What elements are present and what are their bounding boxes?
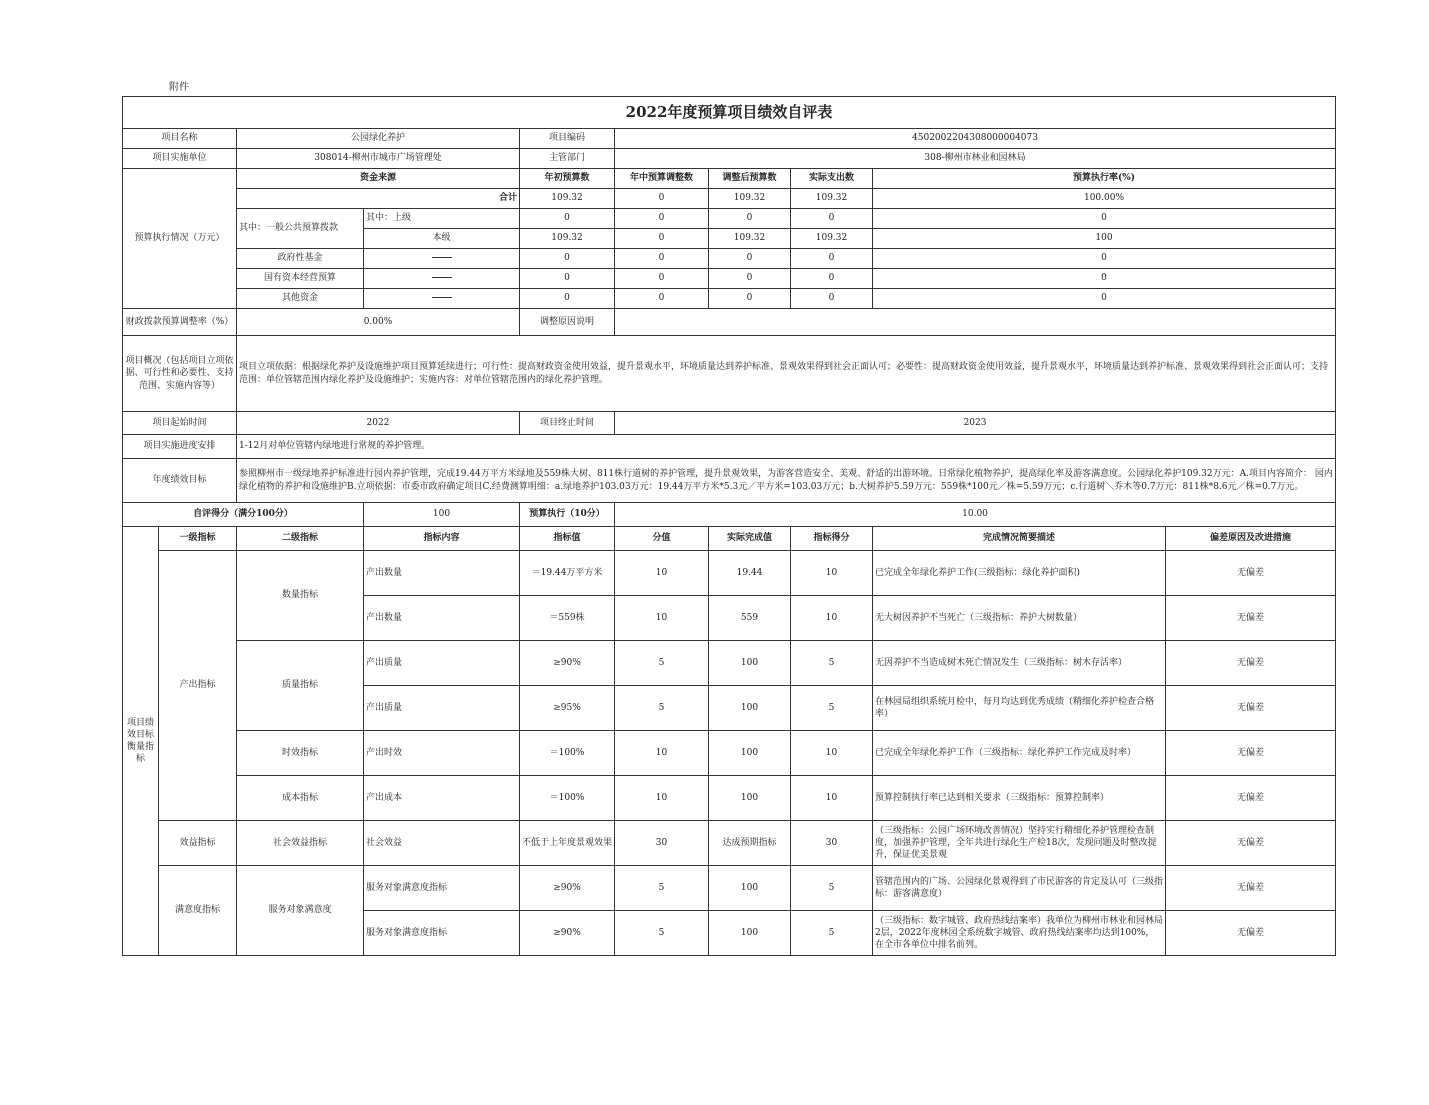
col-header-target: 指标值 — [520, 527, 615, 551]
level1-satisfaction: 满意度指标 — [159, 866, 237, 956]
level2-quantity: 数量指标 — [237, 551, 364, 641]
state-capital-mid: 0 — [615, 269, 709, 289]
indicator-actual: 100 — [709, 731, 791, 776]
other-fund-label: 其他资金 — [237, 289, 364, 309]
gov-fund-initial: 0 — [520, 249, 615, 269]
col-header-score: 指标得分 — [791, 527, 873, 551]
other-fund-rate: 0 — [873, 289, 1336, 309]
indicator-weight: 10 — [615, 596, 709, 641]
indicator-desc: 已完成全年绿化养护工作（三级指标：绿化养护工作完成及时率） — [873, 731, 1166, 776]
indicator-target: ＝100% — [520, 776, 615, 821]
goal-text: 参照柳州市一级绿地养护标准进行园内养护管理，完成19.44万平方米绿地及559株大树、811株行道树的养护管理，提升景观效果，为游客营造安全、美观、舒适的出游环境。日常绿化植物养护，提高绿化率及游客满意度。公园绿化养护109.32万元：A.项目内容简介： 园内绿化植物的养护和设施维护B.立项依据：市委市政府确定项目C.经费测算明细：a.绿地养护103.03万元：19.44万平方米*5.3元／平方米=103.03万元；b.大树养护5.59万元：559株*100元／株=5.59万元；c.行道树＼乔木等0.7万元：811株*8.6元／株=0.7万元。 — [237, 459, 1336, 503]
upper-initial: 0 — [520, 209, 615, 229]
indicator-score: 10 — [791, 551, 873, 596]
upper-mid: 0 — [615, 209, 709, 229]
self-score: 100 — [364, 503, 520, 527]
state-capital-rate: 0 — [873, 269, 1336, 289]
indicator-content: 社会效益 — [364, 821, 520, 866]
local-initial: 109.32 — [520, 229, 615, 249]
indicator-content: 服务对象满意度指标 — [364, 866, 520, 911]
indicator-target: ＝100% — [520, 731, 615, 776]
project-name-label: 项目名称 — [123, 129, 237, 149]
state-capital-initial: 0 — [520, 269, 615, 289]
col-header-desc: 完成情况简要描述 — [873, 527, 1166, 551]
indicator-weight: 5 — [615, 911, 709, 956]
header-initial: 年初预算数 — [520, 169, 615, 189]
overview-label: 项目概况（包括项目立项依据、可行性和必要性、支持范围、实施内容等） — [123, 336, 237, 412]
level2-timeliness: 时效指标 — [237, 731, 364, 776]
indicator-actual: 100 — [709, 866, 791, 911]
self-score-label: 自评得分（满分100分） — [123, 503, 364, 527]
budget-exec-label: 预算执行（10分） — [520, 503, 615, 527]
indicator-deviation: 无偏差 — [1166, 551, 1336, 596]
dash-mark — [364, 249, 520, 269]
indicator-desc: 已完成全年绿化养护工作(三级指标：绿化养护面积) — [873, 551, 1166, 596]
goal-label: 年度绩效目标 — [123, 459, 237, 503]
indicator-desc: （三级指标：公园广场环境改善情况）坚持实行精细化养护管理检查制度，加强养护管理，全年共进行绿化生产检18次，发现问题及时整改提升，保证优美景观 — [873, 821, 1166, 866]
indicator-target: ≥90% — [520, 641, 615, 686]
indicator-actual: 100 — [709, 911, 791, 956]
total-adjusted: 109.32 — [709, 189, 791, 209]
impl-unit: 308014-柳州市城市广场管理处 — [237, 149, 520, 169]
level2-quality: 质量指标 — [237, 641, 364, 731]
indicator-content: 服务对象满意度指标 — [364, 911, 520, 956]
col-header-content: 指标内容 — [364, 527, 520, 551]
local-mid: 0 — [615, 229, 709, 249]
indicator-actual: 100 — [709, 776, 791, 821]
level2-cost: 成本指标 — [237, 776, 364, 821]
start-label: 项目起始时间 — [123, 412, 237, 435]
adjust-reason-label: 调整原因说明 — [520, 309, 615, 336]
indicator-desc: 在林园局组织系统月检中，每月均达到优秀成绩（精细化养护检查合格率） — [873, 686, 1166, 731]
dept: 308-柳州市林业和园林局 — [615, 149, 1336, 169]
state-capital-label: 国有资本经营预算 — [237, 269, 364, 289]
indicator-target: ≥90% — [520, 866, 615, 911]
indicator-score: 30 — [791, 821, 873, 866]
end-label: 项目终止时间 — [520, 412, 615, 435]
other-fund-mid: 0 — [615, 289, 709, 309]
annex-label: 附件 — [169, 82, 189, 93]
indicator-target: ＝19.44万平方米 — [520, 551, 615, 596]
indicator-target: 不低于上年度景观效果 — [520, 821, 615, 866]
budget-exec-score: 10.00 — [615, 503, 1336, 527]
indicator-deviation: 无偏差 — [1166, 641, 1336, 686]
col-header-level2: 二级指标 — [237, 527, 364, 551]
adjust-reason — [615, 309, 1336, 336]
total-rate: 100.00% — [873, 189, 1336, 209]
indicator-deviation: 无偏差 — [1166, 596, 1336, 641]
level2-service: 服务对象满意度 — [237, 866, 364, 956]
indicator-weight: 5 — [615, 866, 709, 911]
header-rate: 预算执行率(%) — [873, 169, 1336, 189]
indicator-score: 10 — [791, 776, 873, 821]
indicator-content: 产出数量 — [364, 551, 520, 596]
indicator-actual: 100 — [709, 641, 791, 686]
indicator-desc: （三级指标：数字城管、政府热线结案率）我单位为柳州市林业和园林局2层，2022年度林园全系统数字城管、政府热线结案率均达到100%，在全市各单位中排名前列。 — [873, 911, 1166, 956]
indicator-actual: 100 — [709, 686, 791, 731]
indicator-actual: 559 — [709, 596, 791, 641]
indicator-score: 5 — [791, 686, 873, 731]
schedule-label: 项目实施进度安排 — [123, 435, 237, 459]
schedule-text: 1-12月对单位管辖内绿地进行常规的养护管理。 — [237, 435, 1336, 459]
indicator-content: 产出时效 — [364, 731, 520, 776]
indicator-deviation: 无偏差 — [1166, 686, 1336, 731]
level2-social: 社会效益指标 — [237, 821, 364, 866]
end-year: 2023 — [615, 412, 1336, 435]
gov-fund-label: 政府性基金 — [237, 249, 364, 269]
indicator-score: 5 — [791, 911, 873, 956]
col-header-deviation: 偏差原因及改进措施 — [1166, 527, 1336, 551]
other-fund-actual: 0 — [791, 289, 873, 309]
indicator-deviation: 无偏差 — [1166, 866, 1336, 911]
indicator-side-label: 项目绩效目标衡量指标 — [123, 527, 159, 956]
page-title: 2022年度预算项目绩效自评表 — [123, 97, 1336, 129]
adjust-rate-label: 财政拨款预算调整率（%） — [123, 309, 237, 336]
start-year: 2022 — [237, 412, 520, 435]
indicator-content: 产出数量 — [364, 596, 520, 641]
gov-fund-mid: 0 — [615, 249, 709, 269]
other-fund-initial: 0 — [520, 289, 615, 309]
header-mid-adjust: 年中预算调整数 — [615, 169, 709, 189]
adjust-rate: 0.00% — [237, 309, 520, 336]
indicator-target: ＝559株 — [520, 596, 615, 641]
level1-output: 产出指标 — [159, 551, 237, 821]
project-code-label: 项目编码 — [520, 129, 615, 149]
indicator-weight: 10 — [615, 551, 709, 596]
indicator-weight: 5 — [615, 641, 709, 686]
indicator-target: ≥90% — [520, 911, 615, 956]
budget-section-label: 预算执行情况（万元） — [123, 169, 237, 309]
state-capital-adjusted: 0 — [709, 269, 791, 289]
local-label: 本级 — [364, 229, 520, 249]
indicator-deviation: 无偏差 — [1166, 731, 1336, 776]
indicator-desc: 预算控制执行率已达到相关要求（三级指标：预算控制率） — [873, 776, 1166, 821]
total-label: 合计 — [237, 189, 520, 209]
indicator-actual: 达成预期指标 — [709, 821, 791, 866]
project-code: 4502002204308000004073 — [615, 129, 1336, 149]
header-actual: 实际支出数 — [791, 169, 873, 189]
indicator-deviation: 无偏差 — [1166, 776, 1336, 821]
indicator-weight: 10 — [615, 731, 709, 776]
total-initial: 109.32 — [520, 189, 615, 209]
other-fund-adjusted: 0 — [709, 289, 791, 309]
dept-label: 主管部门 — [520, 149, 615, 169]
performance-table — [122, 96, 1336, 956]
indicator-deviation: 无偏差 — [1166, 821, 1336, 866]
local-adjusted: 109.32 — [709, 229, 791, 249]
upper-rate: 0 — [873, 209, 1336, 229]
indicator-desc: 无大树因养护不当死亡（三级指标：养护大树数量） — [873, 596, 1166, 641]
indicator-content: 产出质量 — [364, 686, 520, 731]
indicator-weight: 10 — [615, 776, 709, 821]
header-source: 资金来源 — [237, 169, 520, 189]
indicator-score: 10 — [791, 596, 873, 641]
overview-text: 项目立项依据：根据绿化养护及设施维护项目预算延续进行；可行性：提高财政资金使用效益，提升景观水平，环境质量达到养护标准、景观效果得到社会正面认可；必要性：提高财政资金使用效益，提升景观水平，环境质量达到养护标准、景观效果得到社会正面认可；支持范围：单位管辖范围内绿化养护及设施维护；实施内容：对单位管辖范围内的绿化养护管理。 — [237, 336, 1336, 412]
col-header-weight: 分值 — [615, 527, 709, 551]
local-actual: 109.32 — [791, 229, 873, 249]
header-adjusted: 调整后预算数 — [709, 169, 791, 189]
upper-adjusted: 0 — [709, 209, 791, 229]
state-capital-actual: 0 — [791, 269, 873, 289]
impl-unit-label: 项目实施单位 — [123, 149, 237, 169]
indicator-weight: 5 — [615, 686, 709, 731]
total-actual: 109.32 — [791, 189, 873, 209]
upper-actual: 0 — [791, 209, 873, 229]
project-name: 公园绿化养护 — [237, 129, 520, 149]
indicator-weight: 30 — [615, 821, 709, 866]
col-header-actual: 实际完成值 — [709, 527, 791, 551]
level1-benefit: 效益指标 — [159, 821, 237, 866]
dash-mark — [364, 289, 520, 309]
indicator-score: 5 — [791, 866, 873, 911]
indicator-target: ≥95% — [520, 686, 615, 731]
indicator-content: 产出成本 — [364, 776, 520, 821]
gov-fund-rate: 0 — [873, 249, 1336, 269]
indicator-deviation: 无偏差 — [1166, 911, 1336, 956]
indicator-score: 10 — [791, 731, 873, 776]
dash-mark — [364, 269, 520, 289]
indicator-score: 5 — [791, 641, 873, 686]
indicator-content: 产出质量 — [364, 641, 520, 686]
local-rate: 100 — [873, 229, 1336, 249]
col-header-level1: 一级指标 — [159, 527, 237, 551]
general-budget-label: 其中：一般公共预算拨款 — [237, 209, 364, 249]
gov-fund-adjusted: 0 — [709, 249, 791, 269]
indicator-desc: 管辖范围内的广场、公园绿化景观得到了市民游客的肯定及认可（三级指标：游客满意度） — [873, 866, 1166, 911]
total-mid: 0 — [615, 189, 709, 209]
upper-label: 其中：上级 — [364, 209, 520, 229]
indicator-actual: 19.44 — [709, 551, 791, 596]
gov-fund-actual: 0 — [791, 249, 873, 269]
indicator-desc: 无因养护不当造成树木死亡情况发生（三级指标：树木存活率） — [873, 641, 1166, 686]
